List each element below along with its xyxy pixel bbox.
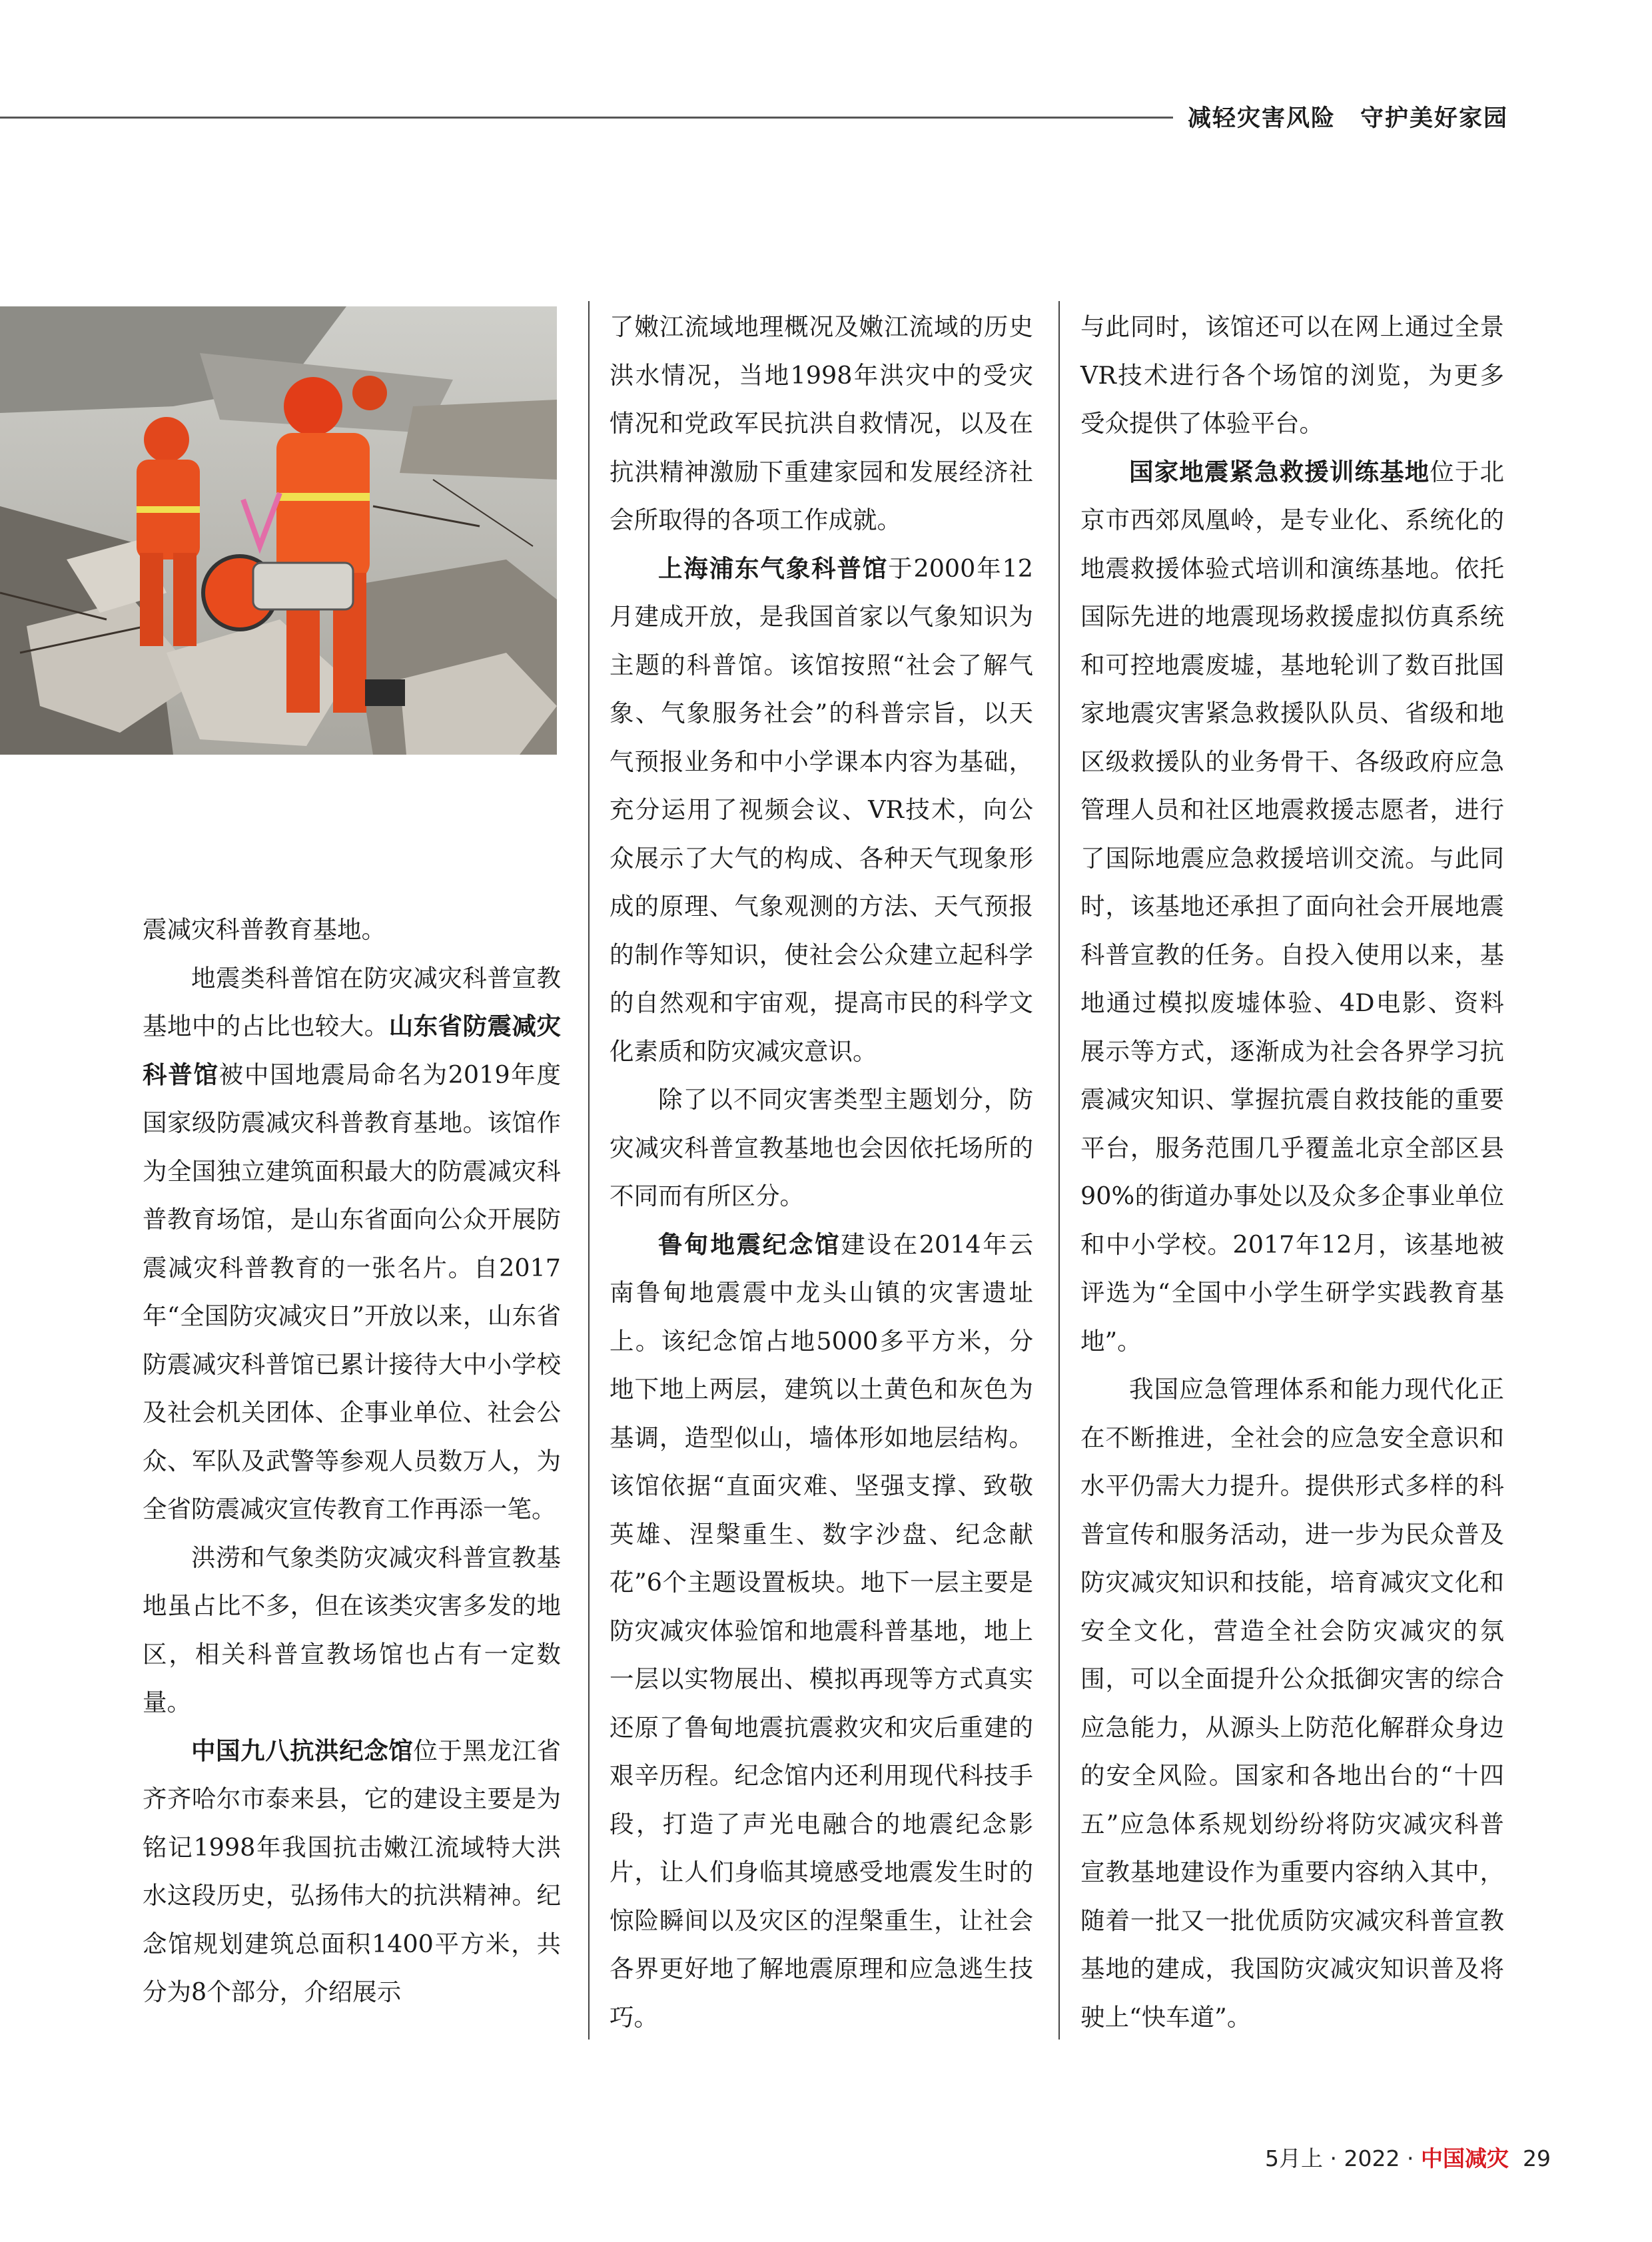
rescue-drill-photo [0, 306, 557, 755]
paragraph: 中国九八抗洪纪念馆位于黑龙江省齐齐哈尔市泰来县，它的建设主要是为铭记1998年我国抗击嫩江流域特大洪水这段历史，弘扬伟大的抗洪精神。纪念馆规划建筑总面积1400平方米，共分为8个部分，介绍展示 [143, 1736, 562, 2006]
photo-illustration [0, 306, 557, 755]
page-number: 29 [1523, 2145, 1551, 2171]
paragraph: 了嫩江流域地理概况及嫩江流域的历史洪水情况，当地1998年洪灾中的受灾情况和党政军民抗洪自救情况，以及在抗洪精神激励下重建家园和发展经济社会所取得的各项工作成就。 [610, 312, 1033, 534]
highlighted-name: 中国九八抗洪纪念馆 [191, 1736, 414, 1765]
page-footer: 5月上 · 2022 · 中国减灾 29 [1265, 2145, 1551, 2171]
article-column-3 [1080, 303, 1504, 2042]
magazine-name: 中国减灾 [1421, 2145, 1509, 2171]
issue-label: 5月上 [1265, 2145, 1324, 2171]
running-header-title: 减轻灾害风险 守护美好家园 [1173, 100, 1508, 133]
highlighted-name: 山东省防震减灾科普馆 [143, 1012, 561, 1089]
paragraph: 上海浦东气象科普馆于2000年12月建成开放，是我国首家以气象知识为主题的科普馆。该馆按照“社会了解气象、气象服务社会”的科普宗旨，以天气预报业务和中小学课本内容为基础，充分运用了视频会议、VR技术，向公众展示了大气的构成、各种天气现象形成的原理、气象观测的方法、天气预报的制作等知识，使社会公众建立起科学的自然观和宇宙观，提高市民的科学文化素质和防灾减灾意识。 [610, 554, 1033, 1066]
paragraph: 鲁甸地震纪念馆建设在2014年云南鲁甸地震震中龙头山镇的灾害遗址上。该纪念馆占地5000多平方米，分地下地上两层，建筑以土黄色和灰色为基调，造型似山，墙体形如地层结构。该馆依据“直面灾难、坚强支撑、致敬英雄、涅槃重生、数字沙盘、纪念献花”6个主题设置板块。地下一层主要是防灾减灾体验馆和地震科普基地，地上一层以实物展出、模拟再现等方式真实还原了鲁甸地震抗震救灾和灾后重建的艰辛历程。纪念馆内还利用现代科技手段，打造了声光电融合的地震纪念影片，让人们身临其境感受地震发生时的惊险瞬间以及灾区的涅槃重生，让社会各界更好地了解地震原理和应急逃生技巧。 [610, 1230, 1034, 2032]
highlighted-name: 上海浦东气象科普馆 [658, 554, 889, 583]
paragraph: 地震类科普馆在防灾减灾科普宣教基地中的占比也较大。山东省防震减灾科普馆被中国地震局命名为2019年度国家级防震减灾科普教育基地。该馆作为全国独立建筑面积最大的防震减灾科普教育场馆，是山东省面向公众开展防震减灾科普教育的一张名片。自2017年“全国防灾减灾日”开放以来，山东省防震减灾科普馆已累计接待大中小学校及社会机关团体、企事业单位、社会公众、军队及武警等参观人员数万人，为全省防震减灾宣传教育工作再添一笔。 [143, 963, 562, 1523]
article-column-1 [143, 906, 561, 2017]
paragraph: 除了以不同灾害类型主题划分，防灾减灾科普宣教基地也会因依托场所的不同而有所区分。 [610, 1085, 1033, 1210]
highlighted-name: 国家地震紧急救援训练基地 [1129, 457, 1430, 486]
paragraph: 国家地震紧急救援训练基地位于北京市西郊凤凰岭，是专业化、系统化的地震救援体验式培训和演练基地。依托国际先进的地震现场救援虚拟仿真系统和可控地震废墟，基地轮训了数百批国家地震灾害紧急救援队队员、省级和地区级救援队的业务骨干、各级政府应急管理人员和社区地震救援志愿者，进行了国际地震应急救援培训交流。与此同时，该基地还承担了面向社会开展地震科普宣教的任务。自投入使用以来，基地通过模拟废墟体验、4D电影、资料展示等方式，逐渐成为社会各界学习抗震减灾知识、掌握抗震自救技能的重要平台，服务范围几乎覆盖北京全部区县90%的街道办事处以及众多企事业单位和中小学校。2017年12月，该基地被评选为“全国中小学生研学实践教育基地”。 [1080, 457, 1505, 1355]
issue-year: 2022 [1344, 2145, 1400, 2171]
paragraph: 我国应急管理体系和能力现代化正在不断推进，全社会的应急安全意识和水平仍需大力提升。提供形式多样的科普宣传和服务活动，进一步为民众普及防灾减灾知识和技能，培育减灾文化和安全文化，营造全社会防灾减灾的氛围，可以全面提升公众抵御灾害的综合应急能力，从源头上防范化解群众身边的安全风险。国家和各地出台的“十四五”应急体系规划纷纷将防灾减灾科普宣教基地建设作为重要内容纳入其中，随着一批又一批优质防灾减灾科普宣教基地的建成，我国防灾减灾知识普及将驶上“快车道”。 [1080, 1375, 1504, 2032]
column-rule-right [1058, 301, 1060, 2040]
article-column-2 [610, 303, 1033, 2042]
highlighted-name: 鲁甸地震纪念馆 [658, 1230, 841, 1259]
paragraph: 洪涝和气象类防灾减灾科普宣教基地虽占比不多，但在该类灾害多发的地区，相关科普宣教场馆也占有一定数量。 [143, 1543, 561, 1716]
paragraph: 与此同时，该馆还可以在网上通过全景VR技术进行各个场馆的浏览，为更多受众提供了体验平台。 [1080, 312, 1504, 438]
paragraph: 震减灾科普教育基地。 [143, 915, 386, 944]
column-rule-left [588, 301, 590, 2040]
